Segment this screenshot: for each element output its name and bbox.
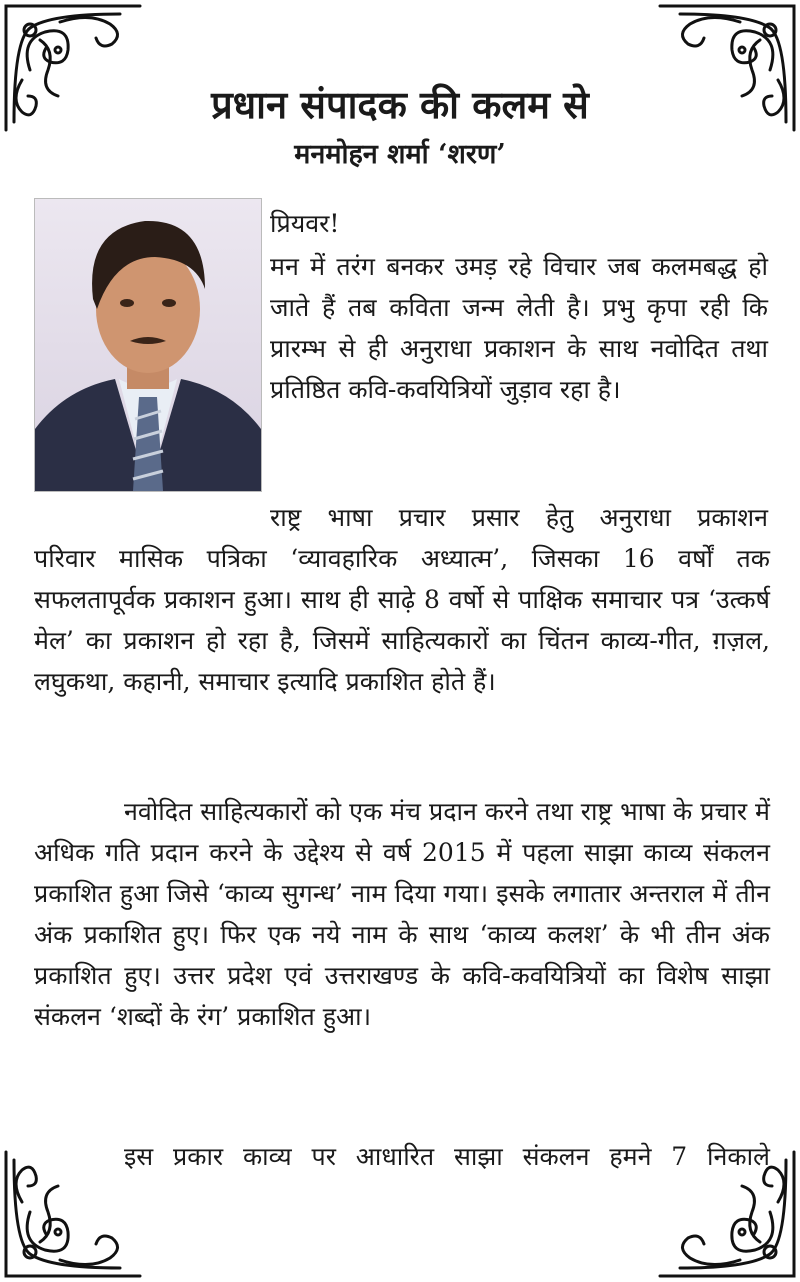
portrait-image bbox=[35, 199, 261, 491]
paragraph-2: परिवार मासिक पत्रिका ‘व्यावहारिक अध्यात्म’, जिसका 16 वर्षों तक सफलतापूर्वक प्रकाशन हुआ। साथ ही साढ़े 8 वर्षो से पाक्षिक समाचार पत्र ‘उत्कर्ष मेल’ का प्रकाशन हो रहा है, जिसमें साहित्यकारों का चिंतन काव्य-गीत, ग़ज़ल, लघुकथा, कहानी, समाचार इत्यादि प्रकाशित होते हैं। bbox=[34, 544, 770, 696]
paragraph-2-first-line: राष्ट्र भाषा प्रचार प्रसार हेतु अनुराधा प्रकाशन bbox=[270, 503, 768, 532]
salutation: प्रियवर! bbox=[270, 209, 340, 238]
editor-photo bbox=[34, 198, 262, 492]
paragraph-4: इस प्रकार काव्य पर आधारित साझा संकलन हमने 7 निकाले bbox=[124, 1142, 770, 1171]
paragraph-1: मन में तरंग बनकर उमड़ रहे विचार जब कलमबद्ध हो जाते हैं तब कविता जन्म लेती है। प्रभु कृपा रही कि प्रारम्भ से ही अनुराधा प्रकाशन के साथ नवोदित तथा प्रतिष्ठित कवि-कवयित्रियों जुड़ाव रहा है। bbox=[270, 252, 768, 404]
author-name: मनमोहन शर्मा ‘शरण’ bbox=[294, 139, 506, 170]
paragraph-3: नवोदित साहित्यकारों को एक मंच प्रदान करने तथा राष्ट्र भाषा के प्रचार में अधिक गति प्रदान करने के उद्देश्य से वर्ष 2015 में पहला साझा काव्य संकलन प्रकाशित हुआ जिसे ‘काव्य सुगन्ध’ नाम दिया गया। इसके लगातार अन्तराल में तीन अंक प्रकाशित हुए। फिर एक नये नाम के साथ ‘काव्य कलश’ के भी तीन अंक प्रकाशित हुए। उत्तर प्रदेश एवं उत्तराखण्ड के कवि-कवयित्रियों का विशेष साझा संकलन ‘शब्दों के रंग’ प्रकाशित हुआ। bbox=[34, 797, 770, 1031]
page-title: प्रधान संपादक की कलम से bbox=[211, 82, 589, 127]
